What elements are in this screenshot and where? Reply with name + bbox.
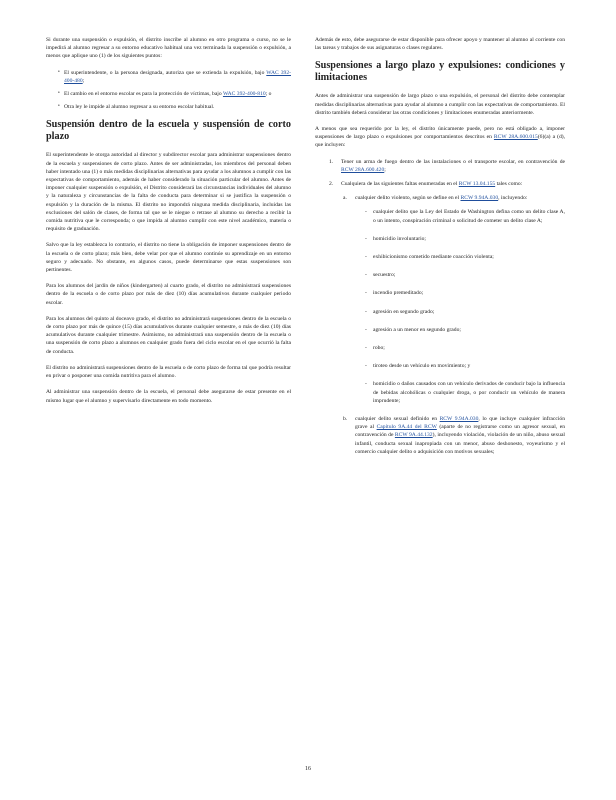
body-paragraph: Para los alumnos del quinto al doceavo grado, el distrito no administrará suspensiones dentro de la escuela o de corto plazo por más de quince (15) días acumulativos durante cualquier semestre, o más de diez (10) días acumulativos durante cualquier trimestre. Asimismo, no administrará una suspensión dentro de la escuela o una suspensión de corto plazo a alumnos en cualquier grado fuera del ciclo escolar en el que ocurrió la falta de conducta. bbox=[46, 315, 291, 355]
left-column bbox=[46, 36, 291, 413]
wac-link[interactable]: WAC 392-400-480 bbox=[64, 69, 291, 84]
item-text: Cualquiera de las siguientes faltas enumeradas en el bbox=[341, 181, 459, 188]
section-heading: Suspensión dentro de la escuela y suspensión de corto plazo bbox=[46, 119, 291, 143]
dash-item: - agresión a un menor en segundo grado; bbox=[315, 326, 565, 334]
sub-item bbox=[315, 415, 565, 456]
body-paragraph: Antes de administrar una suspensión de largo plazo o una expulsión, el personal del distrito debe contemplar medidas disciplinarias alternativas para ayudar al alumno a cumplir con las expectativas de comportamiento. El distrito también deberá considerar las otras condiciones y limitaciones enumeradas anteriormente. bbox=[315, 93, 565, 116]
list-item-text: El cambio en el entorno escolar es para la protección de víctimas, bajo bbox=[64, 91, 223, 98]
dash-item: - incendio premeditado; bbox=[315, 289, 565, 297]
body-paragraph: Salvo que la ley establezca lo contrario, el distrito no tiene la obligación de imponer suspensiones dentro de la escuela o de corto plazo; más bien, debe velar por que el alumno continúe su aprendizaje en un entorno seguro y adecuado. No obstante, en algunos casos, puede determinarse que estas suspensiones son pertinentes. bbox=[46, 242, 291, 274]
rcw-chapter-link[interactable]: Capítulo 9A.44 del RCW bbox=[376, 424, 437, 431]
item-text: ; bbox=[384, 166, 386, 173]
sub-item-text: (aparte de no registrarse como un agresor sexual, en contravención de bbox=[355, 424, 565, 439]
body-paragraph: El superintendente le otorga autoridad al director y subdirector escolar para administrar suspensiones dentro de la escuela y suspensiones de corto plazo. Antes de ser administradas, los miembros del personal deben haber intentado una (1) o más medidas disciplinarias alternativas para ayudar a los alumnos a cumplir con las expectativas de comportamiento, además de haber considerado la situación particular del alumno. Antes de imponer cualquier suspensión o expulsión, el Distrito considerará las circunstancias individuales del alumno y la naturaleza y circunstancias de la falta de conducta para determinar si se justifica la suspensión o expulsión y la duración de la misma. El distrito no impondrá ninguna medida disciplinaria, incluidas las exclusiones del salón de clases, de forma tal que se le niegue o retrase al alumno su derecho a recibir la comida nutritiva que le corresponda; o que impida al alumno cumplir con este nivel académico, materia o requisito de graduación. bbox=[46, 152, 291, 233]
body-paragraph: Al administrar una suspensión dentro de la escuela, el personal debe asegurarse de estar presente en el mismo lugar que el alumno y supervisarlo directamente en todo momento. bbox=[46, 389, 291, 404]
list-item bbox=[46, 69, 291, 85]
conditions-list bbox=[46, 69, 291, 112]
list-item-suffix: ; bbox=[82, 77, 85, 84]
rcw-link[interactable]: RCW 9.94A.030 bbox=[460, 195, 499, 202]
sub-item bbox=[315, 194, 565, 202]
sub-item-text: , lo que incluye cualquier infracción grave al bbox=[355, 416, 565, 431]
intro-paragraph: Si durante una suspensión o expulsión, el distrito inscribe al alumno en otro programa o curso, no se le impedirá al alumno regresar a su entorno educativo habitual una vez terminada la suspensión o expulsión, a menos que aplique uno (1) de los siguientes puntos: bbox=[46, 37, 291, 60]
rcw-link[interactable]: RCW 9.94A.030 bbox=[439, 416, 479, 423]
dash-item: - agresión en segundo grado; bbox=[315, 308, 565, 316]
body-paragraph: El distrito no administrará suspensiones dentro de la escuela o de corto plazo de forma tal que podría resultar en privar o posponer una comida nutritiva para el alumno. bbox=[46, 364, 291, 380]
dash-item: - homicidio o daños causados con un vehículo derivados de conducir bajo la influencia de bebidas alcohólicas o cualquier droga, o por conducir un vehículo de manera imprudente; bbox=[315, 380, 565, 405]
item-text: Tener un arma de fuego dentro de las instalaciones o el transporte escolar, en contravención de bbox=[341, 158, 565, 165]
page-number: 16 bbox=[305, 766, 311, 772]
dash-item: - robo; bbox=[315, 344, 565, 352]
dash-item: - exhibicionismo cometido mediante coacción violenta; bbox=[315, 253, 565, 261]
sub-item-text: cualquier delito sexual definido en bbox=[355, 416, 440, 423]
item-text: tales como: bbox=[495, 181, 523, 188]
item-number: 2. bbox=[329, 181, 334, 188]
dash-item: - homicidio involuntario; bbox=[315, 235, 565, 243]
body-paragraph bbox=[315, 125, 565, 150]
list-item bbox=[46, 103, 291, 111]
rcw-link[interactable]: RCW 9A.44.132 bbox=[394, 432, 433, 439]
sub-item-text: , incluyendo: bbox=[498, 195, 528, 202]
item-number: 1. bbox=[329, 158, 334, 165]
right-column bbox=[315, 36, 565, 462]
dash-item: - tiroteo desde un vehículo en movimiento; y bbox=[315, 362, 565, 370]
rcw-link[interactable]: RCW 13.04.155 bbox=[458, 181, 496, 188]
numbered-item bbox=[315, 158, 565, 174]
sub-item-text: cualquier delito violento, según se define en el bbox=[355, 195, 461, 202]
paragraph-text: A menos que sea requerido por la ley, el distrito únicamente puede, pero no está obligado a, imponer suspensiones de largo plazo o expulsiones por comportamientos descritos en bbox=[315, 126, 565, 141]
list-item bbox=[46, 90, 291, 98]
body-paragraph: Para los alumnos del jardín de niños (kindergarten) al cuarto grado, el distrito no administrará suspensiones dentro de la escuela o de corto plazo por más de diez (10) días acumulativos durante cualquier periodo escolar. bbox=[46, 283, 291, 306]
dash-item: - secuestro; bbox=[315, 271, 565, 279]
rcw-link[interactable]: RCW 28A.600.015 bbox=[493, 134, 538, 141]
list-item-suffix: ; o bbox=[265, 91, 272, 98]
paragraph-text: (6)(a) a (d), que incluyen: bbox=[315, 134, 565, 149]
rcw-link[interactable]: RCW 28A.600.420 bbox=[341, 166, 385, 173]
section-heading: Suspensiones a largo plazo y expulsiones: condiciones y limitaciones bbox=[315, 60, 565, 84]
list-item-text: Otra ley le impide al alumno regresar a su entorno escolar habitual. bbox=[64, 104, 215, 111]
numbered-item bbox=[315, 180, 565, 188]
intro-paragraph: Además de esto, debe asegurarse de estar disponible para ofrecer apoyo y mantener al alumno al corriente con las tareas y trabajos de sus asignaturas o clases regulares. bbox=[315, 37, 565, 52]
dash-item: - cualquier delito que la Ley del Estado de Washington defina como un delito clase A, o un intento, conspiración criminal o solicitud de cometer un delito clase A; bbox=[315, 208, 565, 224]
sub-item-letter: a. bbox=[343, 195, 347, 202]
sub-item-text: ), incluyendo violación, violación de un niño, abuso sexual infantil, conducta sexual inapropiada con un menor, abuso deshonesto, voyeurismo y el comercio cualquier delito o adquisición con motivos sexuales; bbox=[355, 432, 565, 455]
list-item-text: El superintendente, o la persona designada, autoriza que se extienda la expulsión, bajo bbox=[64, 69, 267, 76]
sub-item-letter: b. bbox=[343, 416, 348, 423]
wac-link[interactable]: WAC 392-400-810 bbox=[222, 91, 266, 98]
